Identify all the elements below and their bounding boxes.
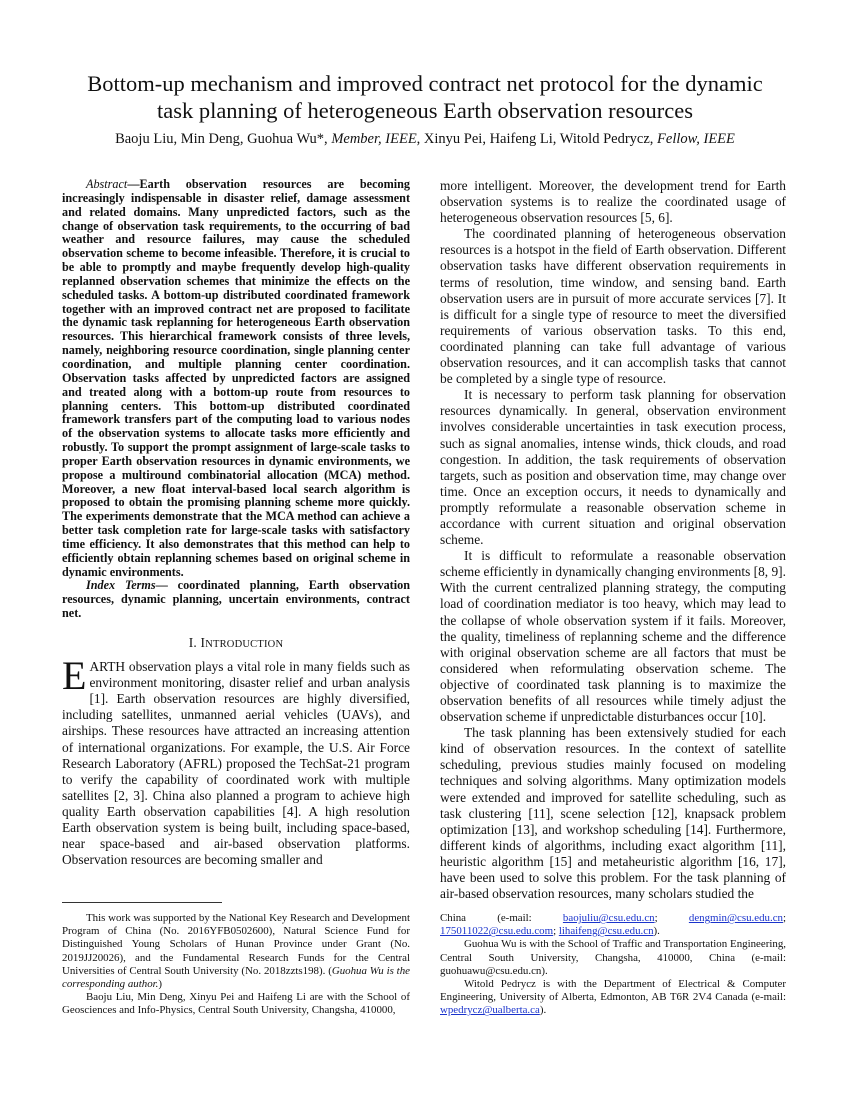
right-paragraph-2: It is necessary to perform task planning for observation resources dynamically. In general, observation environment involves considerable uncertainties in task execution process, such as signal anomalies, intense winds, thick clouds, and road congestion. In addition, the task requirements of observation targets, such as position and observation time, may change over time. Once an exception occurs, it needs to dynamically and promptly reformulate a reasonable observation scheme in accordance with current situation and original observation scheme. bbox=[440, 387, 786, 548]
email-link-liu[interactable]: baojuliu@csu.edu.cn bbox=[562, 912, 655, 924]
footnote-pedrycz-text: Witold Pedrycz is with the Department of Electrical & Computer Engineering, University of Alberta, Edmonton, AB T6R 2V4 Canada (e-mail: bbox=[440, 978, 786, 1004]
abstract-dash: — bbox=[127, 177, 140, 191]
email-separator: ; bbox=[654, 912, 689, 924]
author-list bbox=[60, 130, 790, 148]
intro-paragraph-1 bbox=[62, 653, 410, 868]
authors-fellow: Fellow, IEEE bbox=[657, 131, 735, 147]
right-column bbox=[440, 178, 786, 902]
intro-paragraph-1-text: ARTH observation plays a vital role in many fields such as environment monitoring, disaster relief and urban analysis [1]. Earth observation resources are highly diversified, including satellites, unmanned aerial vehicles (UAVs), and airships. These resources have attracted an increasing attention of international organizations. For example, the U.S. Air Force Research Laboratory (AFRL) proposed the TechSat-21 program to verify the capability of coordinated work with multiple satellites [2, 3]. China also planned a program to achieve high quality Earth observation capabilities [4]. A high resolution Earth observation system is being built, including space-based, near space-based and air-based observation platforms. Observation resources are becoming smaller and bbox=[62, 659, 410, 868]
footnote-affiliation-pedrycz bbox=[440, 978, 786, 1018]
footnotes-right bbox=[440, 912, 786, 1018]
email-link-li[interactable]: lihaifeng@csu.edu.cn bbox=[558, 925, 654, 938]
abstract-body: Earth observation resources are becoming increasingly indispensable in disaster relief, damage assessment and related domains. Many unpredicted factors, such as the change of observation task requirements, to the occurring of bad weather and resource failures, may cause the scheduled observation scheme to become infeasible. Therefore, it is crucial to be able to promptly and maybe frequently develop high-quality replanned observation schemes that minimize the effects on the scheduled tasks. A bottom-up distributed coordinated framework together with an improved contract net are proposed to facilitate the dynamic task replanning for heterogeneous Earth observation resources. This hierarchical framework consists of three levels, namely, neighboring resource coordination, single planning center coordination, and multiple planning center coordination. Observation tasks affected by unpredicted factors are assigned and treated along with a bottom-up route from resources to planning centers. This bottom-up distributed coordinated framework transfers part of the computing load to various nodes of the observation systems to allocate tasks more efficiently and robustly. To support the prompt assignment of large-scale tasks to proper Earth observation resources in dynamic environments, we propose a multiround combinatorial allocation (MCA) method. Moreover, a new float interval-based local search algorithm is proposed to obtain the promising planning scheme more quickly. The experiments demonstrate that the MCA method can achieve a better task completion rate for large-scale tasks with satisfactory time efficiency. It also demonstrates that this method can help to efficiently obtain replanning schemes based on original scheme in dynamic environments. bbox=[62, 177, 410, 579]
footnote-emails-pre: China (e-mail: bbox=[440, 912, 563, 924]
index-terms-dash: — bbox=[155, 578, 168, 593]
email-separator: ; bbox=[553, 925, 559, 938]
authors-member: Member, IEEE bbox=[331, 131, 417, 147]
footnote-funding bbox=[62, 912, 410, 991]
authors-names-2: , Xinyu Pei, Haifeng Li, Witold Pedrycz, bbox=[416, 131, 658, 147]
index-terms-body: coordinated planning, Earth observation resources, dynamic planning, uncertain environments, contract net. bbox=[62, 578, 410, 621]
footnote-corresponding: Guohua Wu is the corresponding author. bbox=[62, 964, 410, 991]
footnotes-left bbox=[62, 912, 410, 1018]
title-line-2: task planning of heterogeneous Earth observation resources bbox=[156, 98, 694, 123]
right-paragraph-4: The task planning has been extensively studied for each kind of observation resources. In the context of satellite scheduling, previous studies mainly focused on modeling techniques and solving algorithms. Many optimization models were extended and improved for satellite scheduling, such as task clustering [11], scene selection [12], knapsack problem optimization [13], and workshop scheduling [14]. Furthermore, different kinds of algorithms, including exact algorithm [11], heuristic algorithm [15] and metaheuristic algorithm [16, 17], have been used to solve this problem. For the task planning of air-based observation resources, many scholars studied the bbox=[440, 725, 786, 902]
authors-names-1: Baoju Liu, Min Deng, Guohua Wu*, bbox=[115, 131, 332, 147]
footnote-funding-text: This work was supported by the National Key Research and Development Program of China (No. 2016YFB0502600), Natural Science Fund for Distinguished Young Scholars of Hunan Province under Grant (No. 2019JJ20026), and the Fundamental Research Funds for the Central Universities of Central South University (No. 2018zzts198). ( bbox=[62, 912, 410, 977]
footnote-affiliation-wu: Guohua Wu is with the School of Traffic and Transportation Engineering, Central South University, Changsha, 410000, China (e-mail: guohuawu@csu.edu.cn). bbox=[440, 938, 786, 977]
email-link-pedrycz[interactable]: wpedrycz@ualberta.ca bbox=[440, 1004, 540, 1017]
abstract bbox=[62, 178, 410, 579]
section-heading-introduction bbox=[62, 635, 410, 653]
right-paragraph-0: more intelligent. Moreover, the development trend for Earth observation systems is to realize the coordinated usage of heterogeneous observation resources [5, 6]. bbox=[440, 178, 786, 226]
left-column bbox=[62, 178, 410, 868]
footnote-rule bbox=[62, 902, 222, 903]
email-separator: ; bbox=[782, 912, 787, 924]
footnote-affiliation-1: Baoju Liu, Min Deng, Xinyu Pei and Haifeng Li are with the School of Geosciences and Info-Physics, Central South University, Changsha, 410000, bbox=[62, 991, 410, 1017]
paper-title bbox=[60, 70, 790, 124]
title-line-1: Bottom-up mechanism and improved contract net protocol for the dynamic bbox=[87, 71, 763, 96]
index-terms bbox=[62, 579, 410, 621]
section-numeral: I. bbox=[188, 635, 201, 650]
footnote-emails bbox=[440, 912, 786, 938]
email-link-deng[interactable]: dengmin@csu.edu.cn bbox=[688, 912, 783, 924]
right-paragraph-1: The coordinated planning of heterogeneous observation resources is a hotspot in the field of Earth observation. Different observation tasks have different observation requirements in terms of resolution, time window, and sensing band. Earth observation users are in pursuit of more accurate services [7]. It is difficult for a single type of resource to meet the diversified requirements of various observation tasks. To this end, coordinated planning can take full advantage of various observation resources, and it can accomplish tasks that cannot be completed by a single type of resource. bbox=[440, 226, 786, 387]
section-first-letter: I bbox=[200, 635, 206, 650]
abstract-lead: Abstract bbox=[86, 177, 128, 191]
section-rest-caps: NTRODUCTION bbox=[205, 639, 284, 650]
index-terms-lead: Index Terms bbox=[86, 578, 156, 593]
drop-cap: E bbox=[62, 653, 87, 699]
footnote-emails-end: ). bbox=[653, 925, 660, 938]
right-paragraph-3: It is difficult to reformulate a reasonable observation scheme efficiently in dynamically changing environments [8, 9]. With the current centralized planning strategy, the computing load of coordination mediator is too heavy, which may lead to the collapse of whole observation system if it fails. Moreover, the quality, timeliness of replanning scheme and the difference with original observation scheme are all factors that must be considered when reformulating observation scheme. The objective of coordinated task planning is to maximize the observation benefits of all resources while timely adjust the observation scheme if unpredictable disturbances occur [10]. bbox=[440, 548, 786, 725]
email-link-pei[interactable]: 175011022@csu.edu.com bbox=[440, 925, 554, 938]
footnote-pedrycz-end: ). bbox=[539, 1004, 547, 1017]
footnote-funding-end: ) bbox=[158, 978, 163, 991]
